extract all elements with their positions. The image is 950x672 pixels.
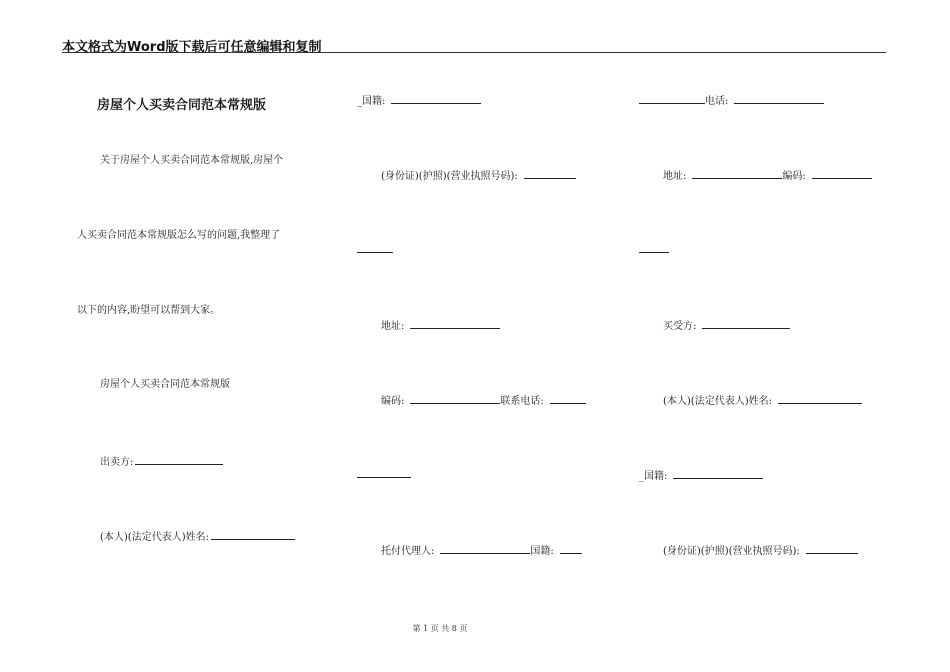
buyer-label: 买受方:	[663, 321, 697, 332]
seller-id-field	[381, 169, 576, 183]
agent-address-blank	[692, 169, 782, 179]
seller-blank	[135, 455, 223, 465]
buyer-name-blank	[778, 394, 862, 404]
buyer-field	[663, 319, 790, 333]
buyer-nationality-field	[639, 469, 763, 483]
seller-postcode-field	[381, 394, 586, 408]
buyer-id-field	[663, 544, 858, 558]
document-title: 房屋个人买卖合同范本常规版	[97, 98, 267, 113]
seller-nationality-blank	[391, 94, 481, 104]
seller-phone-continuation-line	[357, 477, 411, 478]
agent-phone-field	[639, 94, 824, 108]
buyer-id-blank	[806, 544, 858, 554]
agent-phone-blank	[734, 94, 824, 104]
seller-nationality-field	[357, 94, 481, 108]
buyer-name-label: (本人)(法定代表人)姓名:	[663, 396, 772, 407]
seller-agent-nationality-blank	[560, 544, 582, 554]
seller-postcode-blank	[410, 394, 500, 404]
seller-name-blank	[211, 530, 295, 540]
agent-postcode-blank	[812, 169, 872, 179]
document-header: 本文格式为Word版下载后可任意编辑和复制	[62, 40, 322, 55]
seller-phone-label: 联系电话:	[500, 396, 544, 407]
seller-agent-label: 托付代理人:	[381, 546, 435, 557]
agent-phone-prefix-blank	[639, 94, 705, 104]
intro-line-2: 人买卖合同范本常规版怎么写的问题,我整理了	[77, 230, 281, 241]
seller-phone-blank	[550, 394, 586, 404]
agent-address-label: 地址:	[663, 171, 687, 182]
contract-subtitle: 房屋个人买卖合同范本常规版	[100, 379, 230, 390]
seller-name-field	[100, 530, 295, 544]
seller-agent-nationality-label: 国籍:	[530, 546, 554, 557]
buyer-id-label: (身份证)(护照)(营业执照号码):	[663, 546, 800, 557]
seller-id-continuation-line	[357, 252, 393, 253]
intro-line-1: 关于房屋个人买卖合同范本常规版,房屋个	[100, 155, 284, 166]
intro-line-3: 以下的内容,盼望可以帮到大家。	[77, 305, 221, 316]
agent-postcode-continuation-line	[639, 252, 669, 253]
header-divider	[62, 52, 886, 53]
seller-name-label: (本人)(法定代表人)姓名:	[100, 532, 209, 543]
seller-agent-field	[381, 544, 582, 558]
seller-label: 出卖方:	[100, 457, 134, 468]
agent-postcode-label: 编码:	[782, 171, 806, 182]
seller-postcode-label: 编码:	[381, 396, 405, 407]
seller-id-blank	[524, 169, 576, 179]
buyer-blank	[702, 319, 790, 329]
buyer-nationality-label: _国籍:	[639, 471, 668, 482]
seller-address-field	[381, 319, 500, 333]
seller-field	[100, 455, 223, 469]
seller-id-label: (身份证)(护照)(营业执照号码):	[381, 171, 518, 182]
seller-agent-blank	[440, 544, 530, 554]
agent-address-field	[663, 169, 872, 183]
agent-phone-label: 电话:	[705, 96, 729, 107]
seller-address-label: 地址:	[381, 321, 405, 332]
seller-address-blank	[410, 319, 500, 329]
page-footer: 第 1 页 共 8 页	[412, 624, 468, 633]
seller-nationality-label: _国籍:	[357, 96, 386, 107]
buyer-name-field	[663, 394, 862, 408]
buyer-nationality-blank	[673, 469, 763, 479]
